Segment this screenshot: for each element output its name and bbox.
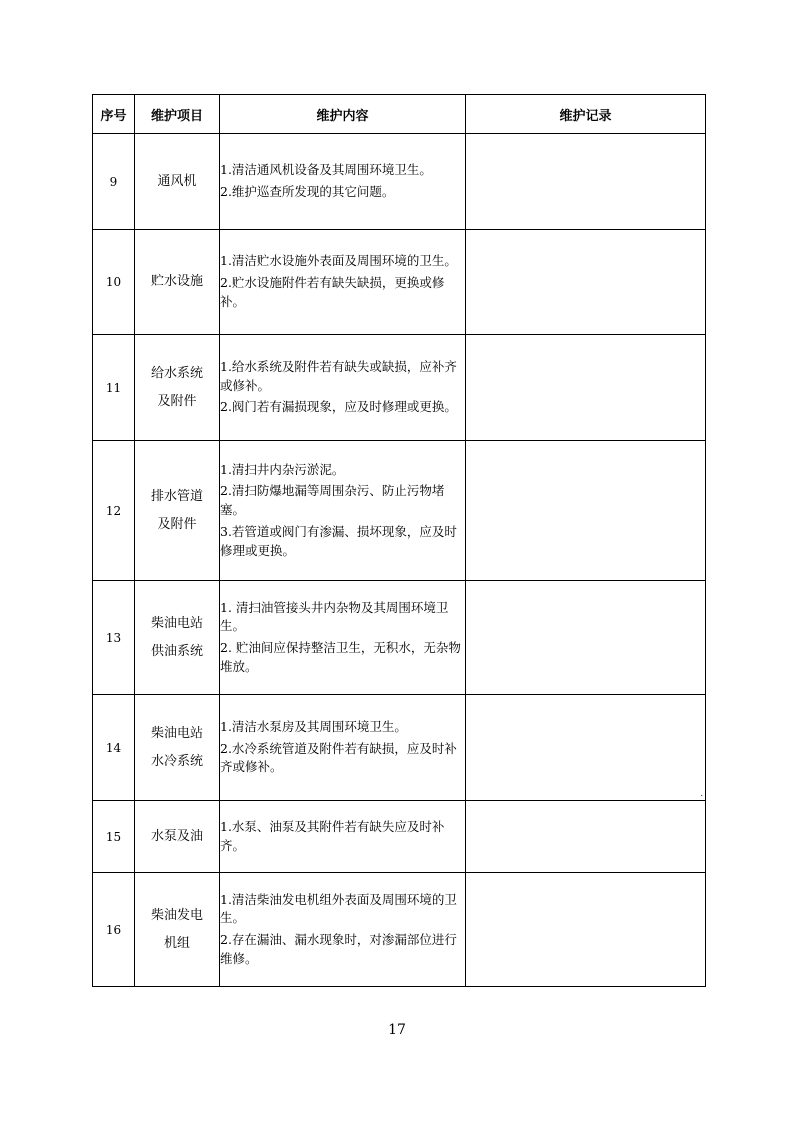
table-row xyxy=(93,873,706,987)
row-number: 15 xyxy=(93,801,135,873)
maintenance-content xyxy=(220,873,466,987)
content-line: 2.水冷系统管道及附件若有缺损，应及时补齐或修补。 xyxy=(220,740,457,775)
content-line: 2.贮水设施附件若有缺失缺损，更换或修补。 xyxy=(220,275,445,309)
maintenance-item xyxy=(135,581,220,695)
item-line: 水泵及油 xyxy=(150,828,203,844)
table-row xyxy=(93,230,706,335)
maintenance-item xyxy=(135,695,220,801)
maintenance-record-cell xyxy=(466,695,706,801)
table-row xyxy=(93,335,706,441)
item-line: 通风机 xyxy=(157,173,197,189)
content-line: 2. 贮油间应保持整洁卫生，无积水，无杂物堆放。 xyxy=(220,640,461,674)
item-line: 排水管道 xyxy=(150,488,203,504)
maintenance-record-cell xyxy=(466,134,706,230)
maintenance-record-cell xyxy=(466,581,706,695)
row-number: 13 xyxy=(93,581,135,695)
maintenance-record-cell xyxy=(466,801,706,873)
row-number: 9 xyxy=(93,134,135,230)
maintenance-content xyxy=(220,695,466,801)
maintenance-record-cell xyxy=(466,335,706,441)
maintenance-content xyxy=(220,230,466,335)
content-line: 2.存在漏油、漏水现象时，对渗漏部位进行维修。 xyxy=(220,932,457,966)
content-line: 2.维护巡查所发现的其它问题。 xyxy=(220,184,395,199)
maintenance-item xyxy=(135,873,220,987)
row-number: 11 xyxy=(93,335,135,441)
table-row xyxy=(93,441,706,581)
table-row xyxy=(93,695,706,801)
header-no: 序号 xyxy=(93,95,135,134)
item-line: 供油系统 xyxy=(150,643,203,659)
table-row xyxy=(93,801,706,873)
content-line: 1.清洁柴油发电机组外表面及周围环境的卫生。 xyxy=(220,891,457,926)
table-row xyxy=(93,134,706,230)
maintenance-item xyxy=(135,801,220,873)
maintenance-content xyxy=(220,134,466,230)
maintenance-record-cell xyxy=(466,873,706,987)
maintenance-record-cell xyxy=(466,230,706,335)
content-line: 2.阀门若有漏损现象，应及时修理或更换。 xyxy=(220,399,457,415)
maintenance-item xyxy=(135,134,220,230)
item-line: 水冷系统 xyxy=(150,753,203,769)
item-line: 贮水设施 xyxy=(150,274,203,289)
page-number: 17 xyxy=(388,1022,406,1038)
content-line: 1.清洁通风机设备及其周围环境卫生。 xyxy=(220,162,432,178)
content-line: 1.给水系统及附件若有缺失或缺损，应补齐或修补。 xyxy=(220,358,457,393)
content-line: 1.水泵、油泵及其附件若有缺失应及时补齐。 xyxy=(220,818,445,853)
table-row xyxy=(93,581,706,695)
content-line: 1.清洁水泵房及其周围环境卫生。 xyxy=(220,718,407,734)
item-line: 及附件 xyxy=(157,393,197,409)
maintenance-item xyxy=(135,441,220,581)
maintenance-table xyxy=(92,94,706,987)
content-line: 1. 清扫油管接头井内杂物及其周围环境卫生。 xyxy=(220,599,449,634)
item-line: 给水系统 xyxy=(150,365,203,381)
item-line: 柴油电站 xyxy=(150,615,203,631)
maintenance-content xyxy=(220,581,466,695)
item-line: 柴油电站 xyxy=(150,725,203,741)
maintenance-item xyxy=(135,335,220,441)
maintenance-record-cell xyxy=(466,441,706,581)
header-item: 维护项目 xyxy=(135,95,220,134)
maintenance-content xyxy=(220,335,466,441)
row-number: 10 xyxy=(93,230,135,335)
row-number: 12 xyxy=(93,441,135,581)
content-line: 2.清扫防爆地漏等周围杂污、防止污物堵塞。 xyxy=(220,483,445,518)
item-line: 柴油发电 xyxy=(150,907,203,923)
item-line: 及附件 xyxy=(157,516,197,532)
row-number: 16 xyxy=(93,873,135,987)
header-content: 维护内容 xyxy=(220,95,466,134)
table-header-row xyxy=(93,95,706,134)
maintenance-content xyxy=(220,801,466,873)
content-line: 3.若管道或阀门有渗漏、损坏现象，应及时修理或更换。 xyxy=(220,523,457,558)
content-line: 1.清洁贮水设施外表面及周围环境的卫生。 xyxy=(220,253,457,269)
maintenance-item xyxy=(135,230,220,335)
content-line: 1.清扫井内杂污淤泥。 xyxy=(220,461,345,477)
maintenance-content xyxy=(220,441,466,581)
row-number: 14 xyxy=(93,695,135,801)
header-record: 维护记录 xyxy=(466,95,706,134)
record-mark: . xyxy=(700,789,703,798)
item-line: 机组 xyxy=(163,935,190,951)
